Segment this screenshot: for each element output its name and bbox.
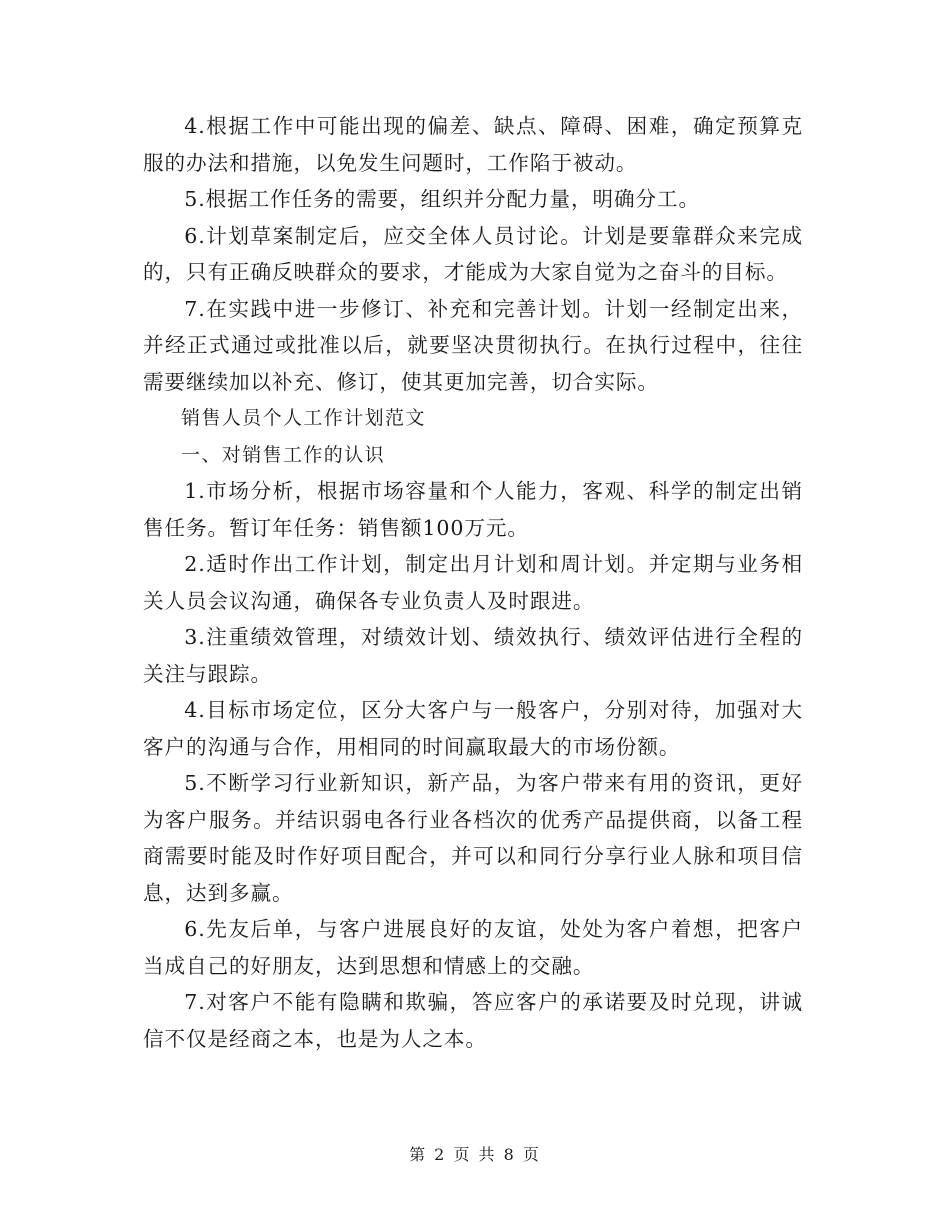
paragraph: 5.不断学习行业新知识，新产品，为客户带来有用的资讯，更好为客户服务。并结识弱电各行业各档次的优秀产品提供商，以备工程商需要时能及时作好项目配合，并可以和同行分享行业人脉和项目信息，达到多赢。 — [143, 771, 803, 905]
paragraph: 2.适时作出工作计划，制定出月计划和周计划。并定期与业务相关人员会议沟通，确保各专业负责人及时跟进。 — [143, 552, 803, 613]
section-title: 销售人员个人工作计划范文 — [181, 407, 426, 429]
document-body — [143, 108, 803, 1057]
paragraph: 7.在实践中进一步修订、补充和完善计划。计划一经制定出来，并经正式通过或批准以后，就要坚决贯彻执行。在执行过程中，往往需要继续加以补充、修订，使其更加完善，切合实际。 — [143, 296, 803, 394]
paragraph: 3.注重绩效管理，对绩效计划、绩效执行、绩效评估进行全程的关注与跟踪。 — [143, 625, 803, 686]
paragraph: 4.根据工作中可能出现的偏差、缺点、障碍、困难，确定预算克服的办法和措施，以免发生问题时，工作陷于被动。 — [143, 114, 803, 175]
paragraph: 4.目标市场定位，区分大客户与一般客户，分别对待，加强对大客户的沟通与合作，用相同的时间赢取最大的市场份额。 — [143, 698, 803, 759]
paragraph: 6.计划草案制定后，应交全体人员讨论。计划是要靠群众来完成的，只有正确反映群众的要求，才能成为大家自觉为之奋斗的目标。 — [143, 223, 803, 284]
paragraph: 7.对客户不能有隐瞒和欺骗，答应客户的承诺要及时兑现，讲诚信不仅是经商之本，也是为人之本。 — [143, 990, 803, 1051]
section-heading: 一、对销售工作的认识 — [181, 443, 386, 466]
page-number: 第 2 页 共 8 页 — [409, 1145, 541, 1164]
paragraph: 1.市场分析，根据市场容量和个人能力，客观、科学的制定出销售任务。暂订年任务：销售额100万元。 — [143, 479, 803, 540]
paragraph: 5.根据工作任务的需要，组织并分配力量，明确分工。 — [184, 187, 700, 211]
paragraph: 6.先友后单，与客户进展良好的友谊，处处为客户着想，把客户当成自己的好朋友，达到思想和情感上的交融。 — [143, 917, 803, 978]
